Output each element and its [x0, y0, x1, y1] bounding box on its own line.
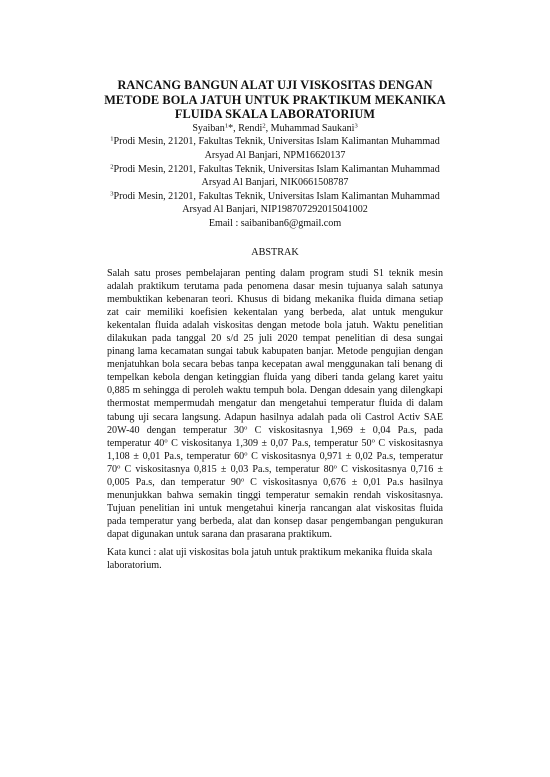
abstract-line: Salah satu proses pembelajaran penting dalam program studi S1 teknik mesin [107, 268, 443, 279]
abstract-line: menunjukkan bahwa semakin tinggi temperatur semakin rendah viskositasnya. [107, 489, 443, 501]
degree-sup: o [244, 450, 248, 458]
affiliation-2-sup: 2 [110, 163, 114, 171]
affiliation-1-line-2: Arsyad Al Banjari, NPM16620137 [204, 149, 346, 161]
abstract-line: membuktikan kebenaran teori. Khusus di bidang mekanika fluida dimana setiap [107, 294, 443, 306]
affiliation-3-text: Prodi Mesin, 21201, Fakultas Teknik, Universitas Islam Kalimantan Muhammad [113, 190, 440, 202]
text-run: C viskositasnya 0,716 ± [336, 463, 443, 475]
affiliation-2-text: Prodi Mesin, 21201, Fakultas Teknik, Universitas Islam Kalimantan Muhammad [113, 163, 440, 175]
paper-title [95, 78, 455, 122]
text-run: 70 [107, 463, 118, 475]
text-run: C viskositasnya 1,969 ± 0,04 Pa.s, pada [247, 424, 443, 436]
abstract-line: 0,885 m sehingga di peroleh waktu tempuh bola. Dengan ddesain yang dilengkapi [107, 385, 443, 397]
abstract-line: Tujuan penelitian ini untuk mengetahui kinerja rancangan alat viskositas fluida [107, 502, 443, 514]
text-run: C viskositasnya 0,971 ± 0,02 Pa.s, temperatur [247, 450, 443, 462]
text-run: 0,005 Pa.s, dan temperatur 90 [107, 476, 241, 488]
abstract-line-temp-30 [107, 424, 443, 437]
degree-sup: o [117, 463, 121, 471]
abstract-line: dapat digunakan untuk sarana dan prasarana praktikum. [107, 528, 333, 540]
text-run: C viskositanya 1,309 ± 0,07 Pa.s, temperatur 50 [167, 437, 372, 449]
degree-sup: o [333, 463, 337, 471]
abstract-line: tabung uji secara langsung. Adapun hasilnya adalah pada oli Castrol Activ SAE [107, 411, 443, 423]
text-run: 1,108 ± 0,01 Pa.s, temperatur 60 [107, 450, 245, 462]
abstract-line: dilakukan pada tanggal 20 s/d 25 juli 2020 tempat penelitian di desa sungai [107, 333, 443, 345]
author-1-sup: 1 [224, 122, 229, 130]
affiliation-2-line-1 [95, 163, 455, 177]
affiliation-3-line-2: Arsyad Al Banjari, NIP198707292015041002 [182, 204, 368, 216]
abstract-line: zat cair memiliki koefisien kekentalan yang berbeda, alat untuk mengukur [107, 307, 443, 319]
author-2: *, Rendi [228, 122, 263, 134]
keywords [107, 546, 443, 572]
abstract-body [107, 267, 443, 541]
abstract-line-temp-90 [107, 476, 443, 489]
abstract-line: adalah praktikum terutama pada penomena dasar mesin tujuanya salah satunya [107, 281, 443, 293]
title-line-1: RANCANG BANGUN ALAT UJI VISKOSITAS DENGAN [117, 78, 433, 92]
abstract-line-temp-40-50 [107, 437, 443, 450]
author-1: Syaiban [192, 122, 225, 134]
title-line-3: FLUIDA SKALA LABORATORIUM [174, 107, 376, 122]
title-line-2: METODE BOLA JATUH UNTUK PRAKTIKUM MEKANIKA [104, 92, 446, 107]
affiliation-2-line-2: Arsyad Al Banjari, NIK0661508787 [201, 177, 349, 189]
text-run: C viskositasnya 0,676 ± 0,01 Pa.s hasilnya [244, 476, 443, 488]
abstract-line: kekentalan fluida adalah viskositas dengan metode bola jatuh. Waktu penelitian [107, 320, 443, 332]
text-run: 20W-40 dengan temperatur 30 [107, 424, 245, 436]
abstract-line: pinang lama kecamatan sungai tabuk kabupaten banjar. Metode pengujian dengan [107, 346, 443, 358]
abstract-line: pada temperatur yang berbeda, alat dan konsep dasar pengembangan pengukuran [107, 515, 443, 527]
degree-sup: o [240, 476, 245, 484]
author-3: , Muhammad Saukani [265, 122, 355, 134]
affiliation-1-text: Prodi Mesin, 21201, Fakultas Teknik, Universitas Islam Kalimantan Muhammad [113, 136, 440, 148]
abstract-line: tempelkan kebola dengan ketinggian fluida yang diberi tanda gelang karet yaitu [107, 372, 443, 384]
author-2-sup: 2 [262, 122, 266, 130]
degree-sup: o [371, 437, 375, 445]
abstract-line: thermostat mempermudah mengatur dan mengetahui temperatur fluida di dalam [107, 398, 443, 410]
affiliation-1-sup: 1 [110, 135, 114, 143]
email-line: Email : saibaniban6@gmail.com [208, 217, 342, 229]
affiliation-3-sup: 3 [110, 190, 114, 198]
text-run: C viskositasnya [374, 437, 443, 449]
degree-sup: o [164, 437, 168, 445]
affiliation-3-line-1 [95, 190, 455, 204]
text-run: temperatur 40 [107, 437, 165, 449]
keywords-line-2: laboratorium. [107, 560, 162, 572]
abstract-heading: ABSTRAK [251, 247, 299, 258]
abstract-line-temp-70-80 [107, 463, 443, 476]
affiliation-1-line-1 [95, 135, 455, 149]
author-3-sup: 3 [354, 122, 358, 130]
author-line [95, 122, 455, 136]
paper-header [95, 78, 455, 231]
keywords-line-1: Kata kunci : alat uji viskositas bola jatuh untuk praktikum mekanika fluida skala [107, 547, 433, 558]
text-run: C viskositasnya 0,815 ± 0,03 Pa.s, temperatur 80 [120, 463, 334, 475]
abstract-line: menjatuhkan bola secara bebas tanpa kecepatan awal menggunakan tali benang di [107, 359, 443, 371]
abstract-line-temp-60 [107, 450, 443, 463]
author-block [95, 122, 455, 231]
degree-sup: o [244, 424, 248, 432]
